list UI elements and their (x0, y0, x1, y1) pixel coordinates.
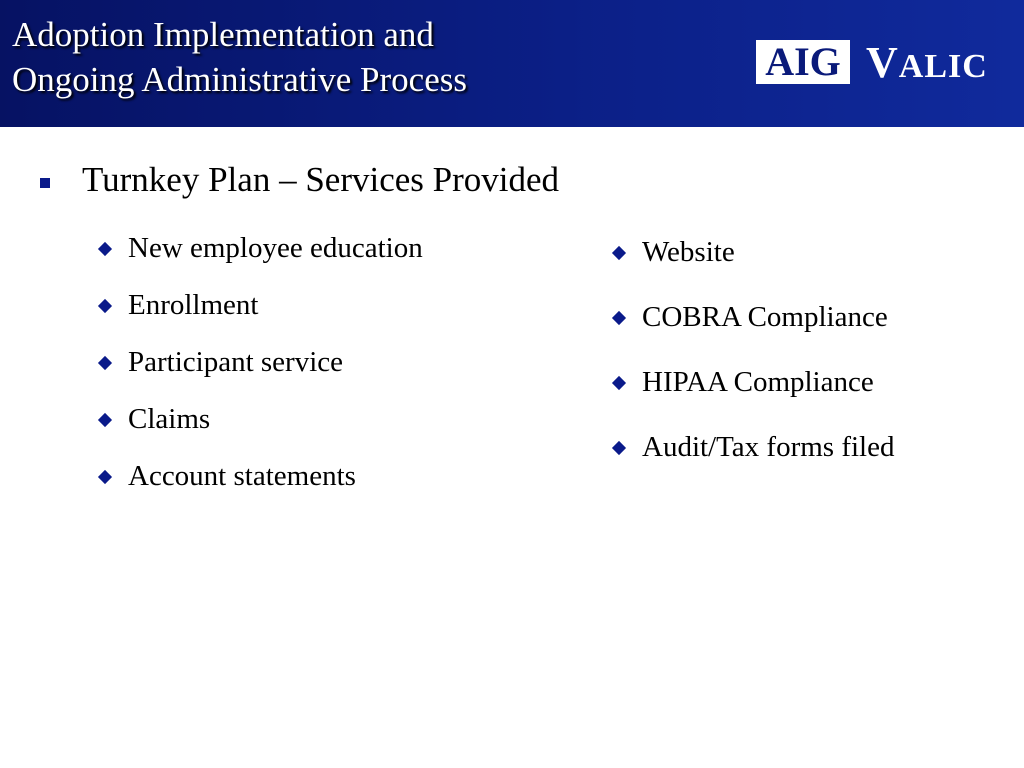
list-item (611, 220, 894, 285)
valic-logo (866, 37, 988, 88)
diamond-bullet-icon (612, 375, 626, 389)
main-bullet-item (40, 158, 559, 202)
list-item (97, 334, 423, 391)
main-bullet-text: Turnkey Plan – Services Provided (82, 160, 560, 199)
list-item (611, 415, 894, 480)
diamond-bullet-icon (98, 298, 112, 312)
diamond-bullet-icon (98, 469, 112, 483)
list-item (97, 220, 423, 277)
list-item-text: Enrollment (128, 289, 259, 321)
valic-logo-initial: V (866, 37, 899, 87)
list-item (611, 285, 894, 350)
diamond-bullet-icon (98, 355, 112, 369)
slide-title (12, 12, 467, 102)
aig-valic-logo (756, 39, 988, 85)
list-item (97, 391, 423, 448)
services-list-right (611, 220, 894, 480)
list-item-text: Audit/Tax forms filed (642, 431, 895, 463)
aig-logo: AIG (756, 40, 850, 84)
list-item-text: HIPAA Compliance (642, 366, 874, 398)
slide-title-line-2: Ongoing Administrative Process (12, 60, 467, 99)
list-item-text: Account statements (128, 460, 356, 492)
square-bullet-icon (40, 178, 50, 188)
diamond-bullet-icon (98, 412, 112, 426)
list-item-text: Participant service (128, 346, 343, 378)
diamond-bullet-icon (612, 245, 626, 259)
valic-logo-rest: ALIC (898, 47, 988, 85)
list-item-text: Claims (128, 403, 211, 435)
diamond-bullet-icon (612, 310, 626, 324)
list-item-text: COBRA Compliance (642, 301, 888, 333)
diamond-bullet-icon (612, 440, 626, 454)
list-item (97, 277, 423, 334)
diamond-bullet-icon (98, 241, 112, 255)
header-banner (0, 0, 1024, 127)
services-list-left (97, 220, 423, 505)
list-item-text: Website (642, 236, 735, 268)
list-item (611, 350, 894, 415)
list-item (97, 448, 423, 505)
slide-title-line-1: Adoption Implementation and (12, 15, 434, 54)
list-item-text: New employee education (128, 232, 423, 264)
